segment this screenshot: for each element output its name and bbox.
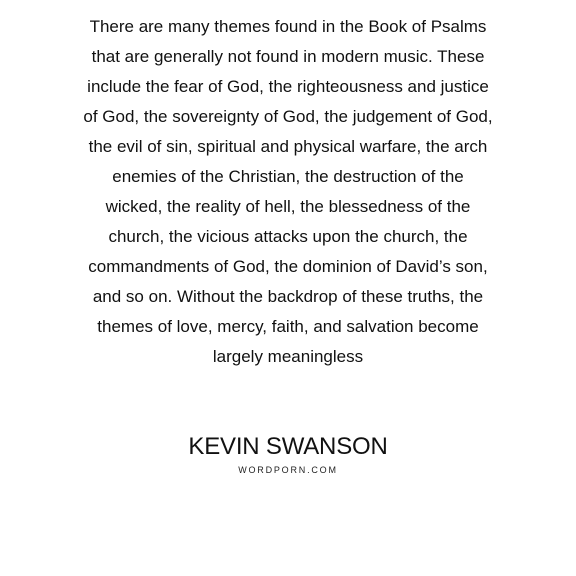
- author-name: KEVIN SWANSON: [188, 433, 388, 460]
- quote-text: There are many themes found in the Book of Psalms that are generally not found in modern music. These include the fear of God, the righteousness and justice of God, the sovereignty of God, the judgement of God, the evil of sin, spiritual and physical warfare, the arch enemies of the Christian, the destruction of the wicked, the reality of hell, the blessedness of the church, the vicious attacks upon the church, the commandments of God, the dominion of David’s son, and so on. Without the backdrop of these truths, the themes of love, mercy, faith, and salvation become largely meaningless: [83, 17, 493, 366]
- source-label: WORDPORN.COM: [238, 465, 338, 475]
